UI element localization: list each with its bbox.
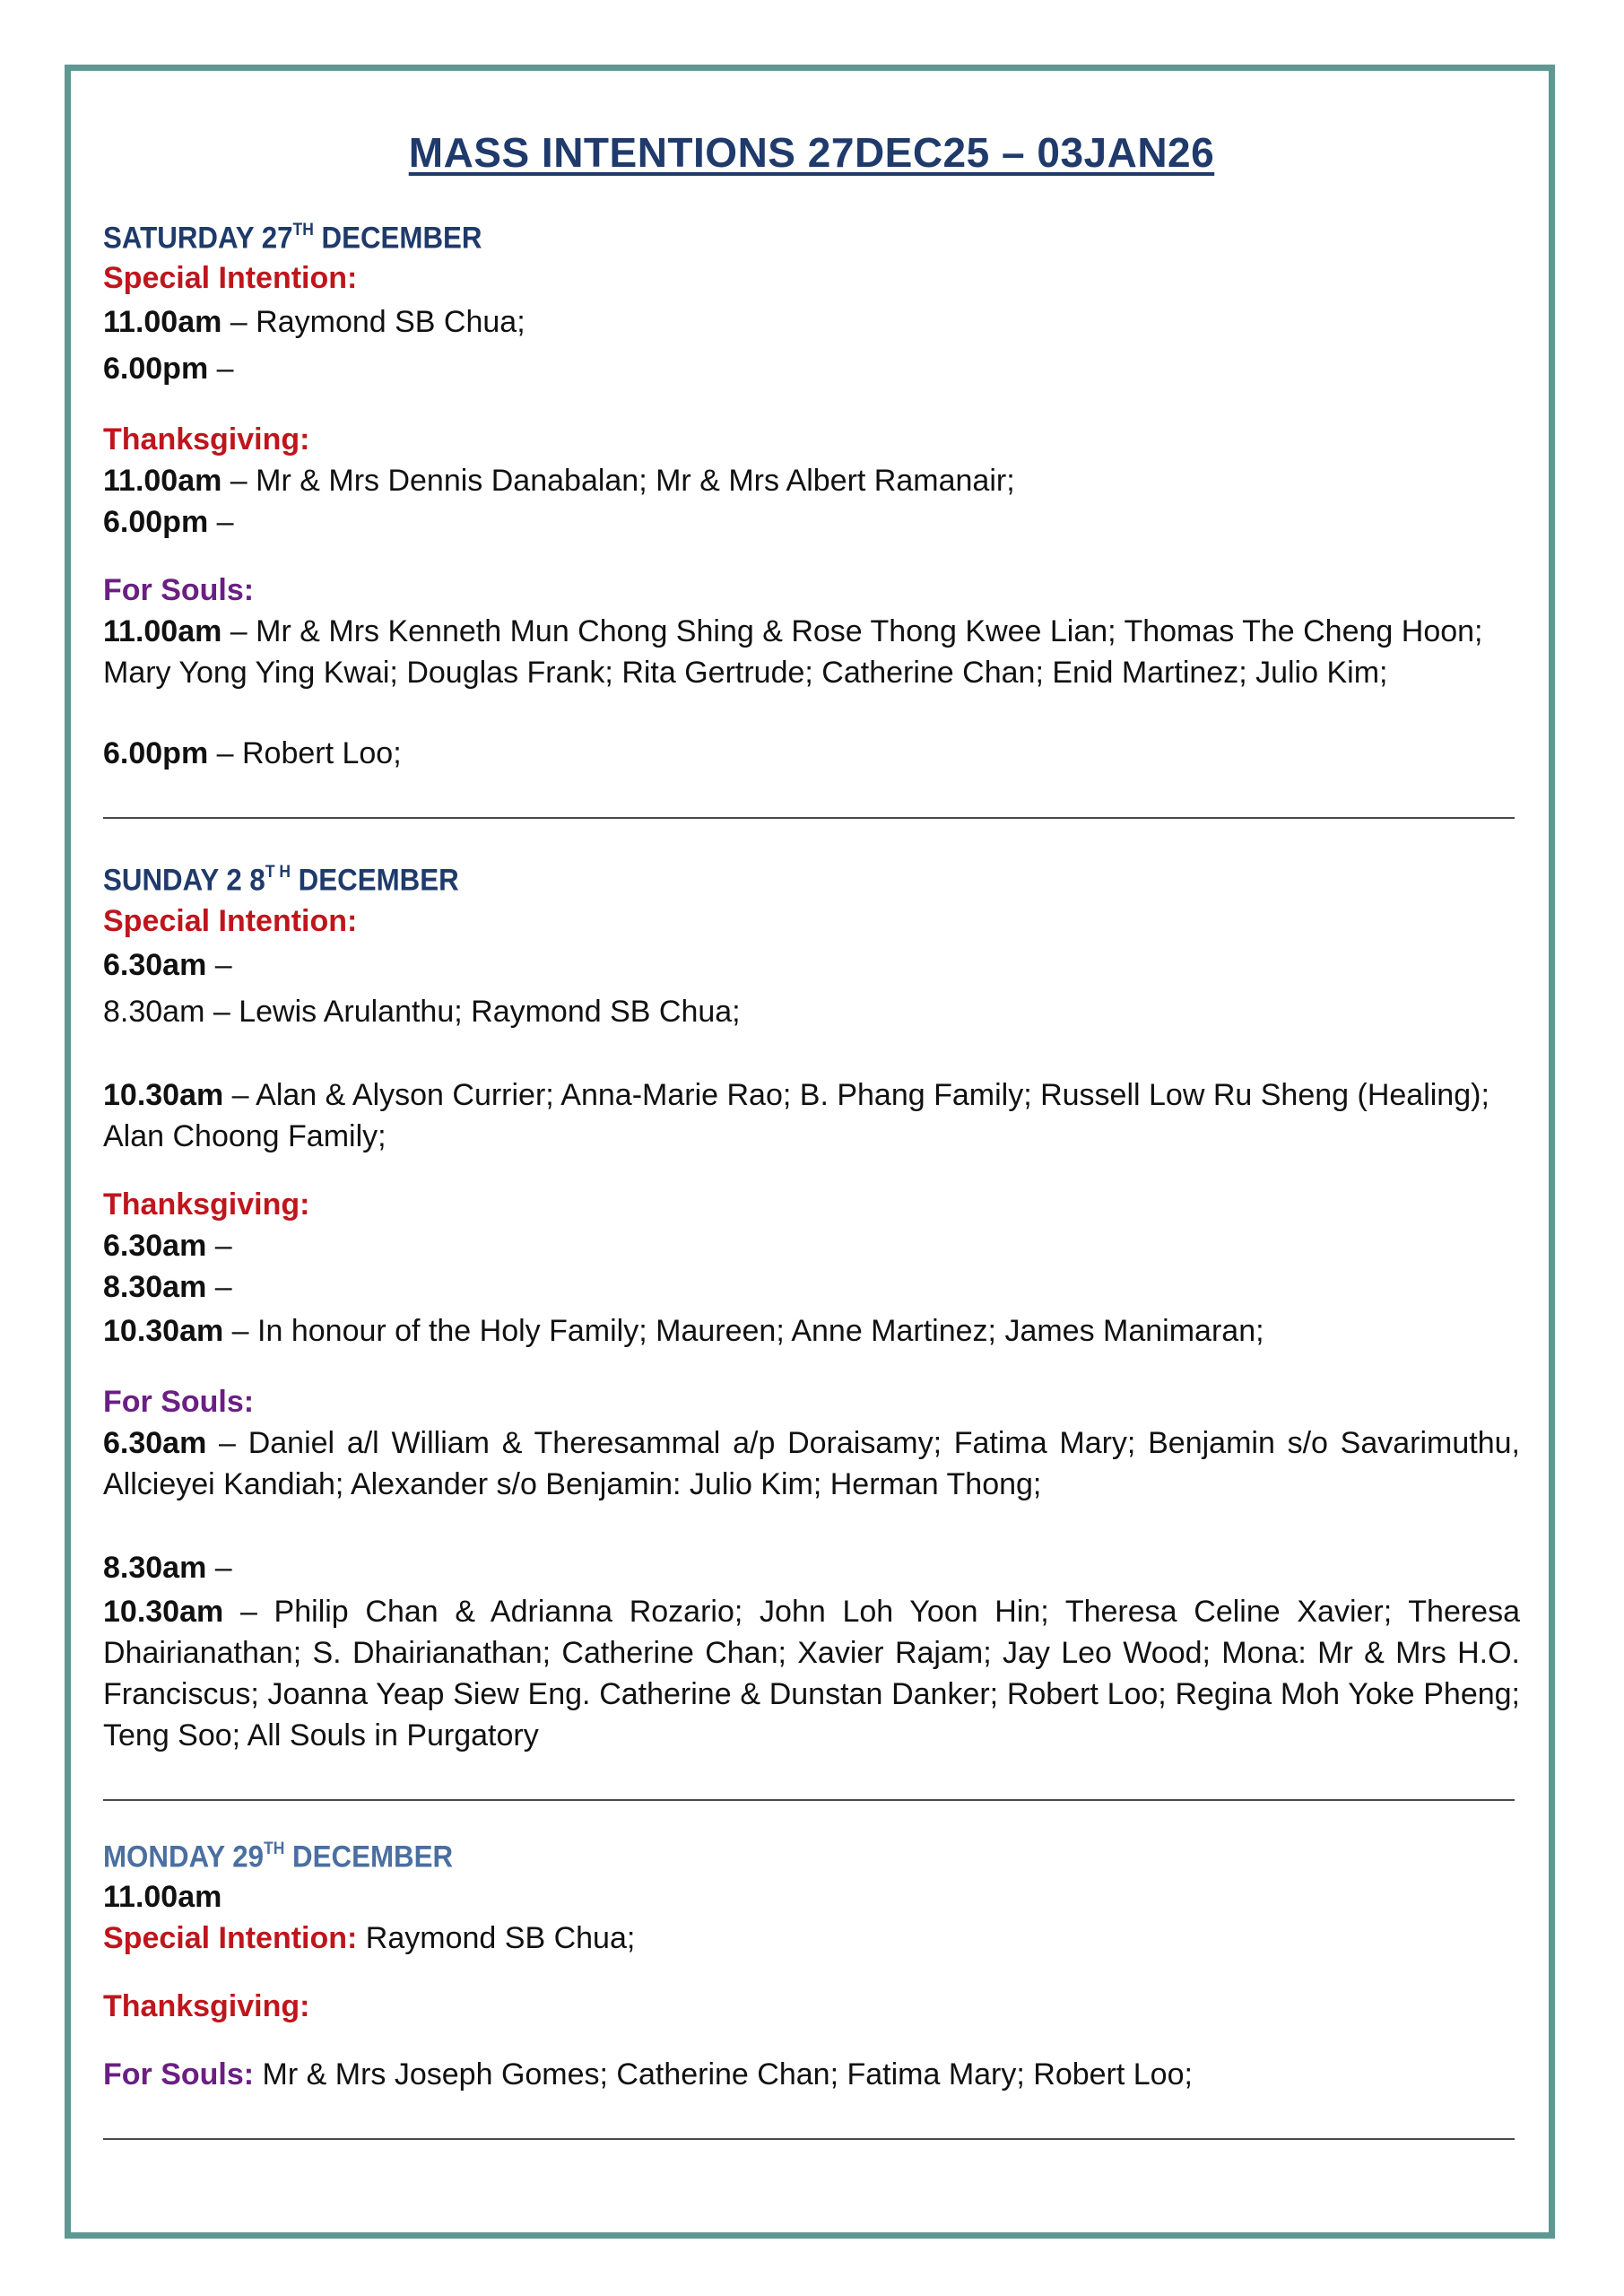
intention-line: For Souls: Mr & Mrs Joseph Gomes; Catherine Chan; Fatima Mary; Robert Loo; <box>103 2057 1193 2092</box>
section-divider <box>103 2138 1515 2140</box>
intention-line: 8.30am – <box>103 1269 232 1304</box>
special-intention-heading: Special Intention: <box>103 261 358 296</box>
thanksgiving-heading: Thanksgiving: <box>103 422 310 457</box>
intention-line: 8.30am – <box>103 1550 232 1585</box>
for-souls-heading: For Souls: <box>103 1384 255 1419</box>
intention-line: 11.00am – Mr & Mrs Kenneth Mun Chong Shing & Rose Thong Kwee Lian; Thomas The Cheng Hoon; Mary Yong Ying Kwai; Douglas Frank; Rita Gertrude; Catherine Chan; Enid Martinez; Julio Kim; <box>103 614 1483 691</box>
day-heading-monday: MONDAY 29TH DECEMBER <box>103 1839 454 1874</box>
intention-line: 6.00pm – <box>103 505 234 540</box>
special-intention-heading: Special Intention: <box>103 903 358 938</box>
intention-line: 6.00pm – Robert Loo; <box>103 736 402 771</box>
intention-line: Special Intention: Raymond SB Chua; <box>103 1920 636 1955</box>
intention-line: 11.00am – Mr & Mrs Dennis Danabalan; Mr & Mrs Albert Ramanair; <box>103 464 1015 499</box>
thanksgiving-heading: Thanksgiving: <box>103 1187 310 1222</box>
section-saturday <box>103 213 1520 774</box>
intention-line: 10.30am – In honour of the Holy Family; Maureen; Anne Martinez; James Manimaran; <box>103 1313 1264 1348</box>
intention-line: 6.30am – <box>103 947 232 982</box>
intention-line: 10.30am – Alan & Alyson Currier; Anna-Marie Rao; B. Phang Family; Russell Low Ru Sheng (Healing); Alan Choong Family; <box>103 1077 1489 1153</box>
section-divider <box>103 1799 1515 1801</box>
intention-line: 8.30am – Lewis Arulanthu; Raymond SB Chua; <box>103 994 741 1029</box>
section-monday <box>103 1831 1520 2095</box>
page-title: MASS INTENTIONS 27DEC25 – 03JAN26 <box>408 129 1215 176</box>
day-heading-saturday: SATURDAY 27TH DECEMBER <box>103 221 482 256</box>
intention-line: 6.00pm – <box>103 352 234 387</box>
mass-time: 11.00am <box>103 1879 222 1914</box>
intention-line: 6.30am – Daniel a/l William & Theresammal a/p Doraisamy; Fatima Mary; Benjamin s/o Savarimuthu, Allcieyei Kandiah; Alexander s/o Benjamin: Julio Kim; Herman Thong; <box>103 1425 1520 1501</box>
thanksgiving-heading: Thanksgiving: <box>103 1988 310 2023</box>
for-souls-heading: For Souls: <box>103 573 255 608</box>
intention-line: 11.00am – Raymond SB Chua; <box>103 305 525 340</box>
section-sunday <box>103 855 1520 1755</box>
intention-line: 10.30am – Philip Chan & Adrianna Rozario; John Loh Yoon Hin; Theresa Celine Xavier; Theresa Dhairianathan; S. Dhairianathan; Catherine Chan; Xavier Rajam; Jay Leo Wood; Mona: Mr & Mrs H.O. Franciscus; Joanna Yeap Siew Eng. Catherine & Dunstan Danker; Robert Loo; Regina Moh Yoke Pheng; Teng Soo; All Souls in Purgatory <box>103 1594 1520 1752</box>
intention-line: 6.30am – <box>103 1228 232 1263</box>
document-body <box>103 71 1520 2140</box>
day-heading-sunday: SUNDAY 2 $8^{T H}$ DECEMBER <box>103 863 459 898</box>
page-border <box>65 65 1555 2239</box>
section-divider <box>103 817 1515 819</box>
